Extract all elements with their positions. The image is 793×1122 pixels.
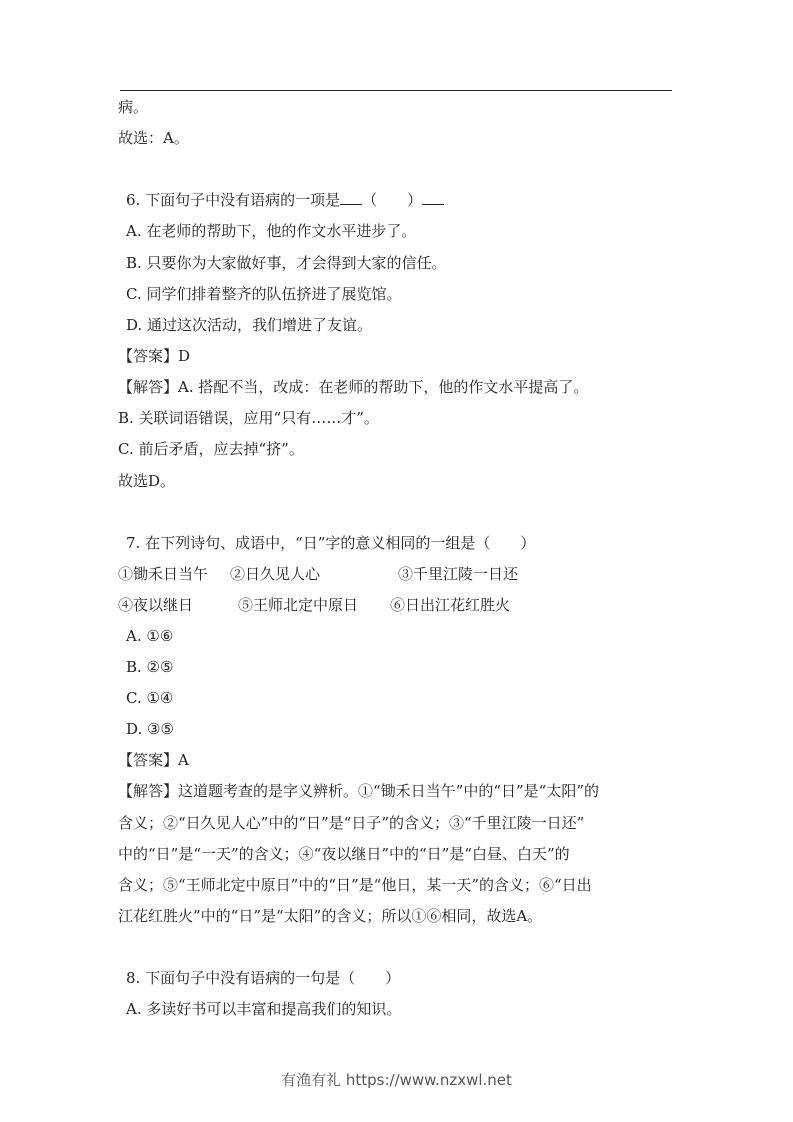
q6-explanation-1: 【解答】A. 搭配不当，改成：在老师的帮助下，他的作文水平提高了。 xyxy=(118,378,589,396)
q6-conclusion: 故选D。 xyxy=(118,472,176,490)
continuation-line: 病。 xyxy=(118,98,149,116)
continuation-conclusion: 故选：A。 xyxy=(118,129,189,147)
q6-explanation-3: C. 前后矛盾，应去掉“挤”。 xyxy=(118,440,304,458)
q6-blank-left xyxy=(340,190,362,205)
q6-option-a: A. 在老师的帮助下，他的作文水平进步了。 xyxy=(126,222,417,240)
q6-blank-right xyxy=(422,190,444,205)
q7-option-b: B. ②⑤ xyxy=(126,658,174,676)
q7-item-4: ④夜以继日 xyxy=(118,596,194,614)
q8-option-a: A. 多读好书可以丰富和提高我们的知识。 xyxy=(126,1000,402,1018)
q6-stem xyxy=(126,190,444,210)
q8-stem: 8. 下面句子中没有语病的一句是（ ） xyxy=(126,969,401,987)
header-rule xyxy=(120,90,672,91)
page-footer: 有渔有礼 https://www.nzxwl.net xyxy=(281,1071,512,1089)
q7-item-2: ②日久见人心 xyxy=(230,565,321,583)
q7-explanation-2: 含义；②“日久见人心”中的“日”是“日子”的含义；③“千里江陵一日还” xyxy=(118,814,585,832)
q7-option-a: A. ①⑥ xyxy=(126,627,174,645)
q6-answer: 【答案】D xyxy=(118,347,191,365)
q7-option-c: C. ①④ xyxy=(126,689,174,707)
q7-option-d: D. ③⑤ xyxy=(126,720,174,738)
q7-item-1: ①锄禾日当午 xyxy=(118,565,209,583)
q6-option-d: D. 通过这次活动，我们增进了友谊。 xyxy=(126,316,373,334)
q7-explanation-4: 含义；⑤“王师北定中原日”中的“日”是“他日，某一天”的含义；⑥“日出 xyxy=(118,876,592,894)
q7-answer: 【答案】A xyxy=(118,751,189,769)
q7-explanation-5: 江花红胜火”中的“日”是“太阳”的含义；所以①⑥相同，故选A。 xyxy=(118,907,543,925)
q6-option-c: C. 同学们排着整齐的队伍挤进了展览馆。 xyxy=(126,285,402,303)
q7-item-5: ⑤王师北定中原日 xyxy=(238,596,359,614)
q6-stem-text: 6. 下面句子中没有语病的一项是 xyxy=(126,191,341,209)
q6-paren: （ ） xyxy=(362,191,423,209)
q6-option-b: B. 只要你为大家做好事，才会得到大家的信任。 xyxy=(126,254,447,272)
q7-explanation-3: 中的“日”是“一天”的含义；④“夜以继日”中的“日”是“白昼、白天”的 xyxy=(118,845,570,863)
q7-item-6: ⑥日出江花红胜火 xyxy=(390,596,511,614)
q7-explanation-1: 【解答】这道题考查的是字义辨析。①“锄禾日当午”中的“日”是“太阳”的 xyxy=(118,782,600,800)
q6-explanation-2: B. 关联词语错误，应用“只有……才”。 xyxy=(118,409,379,427)
q7-stem: 7. 在下列诗句、成语中，“日”字的意义相同的一组是（ ） xyxy=(126,534,536,552)
q7-item-3: ③千里江陵一日还 xyxy=(398,565,519,583)
